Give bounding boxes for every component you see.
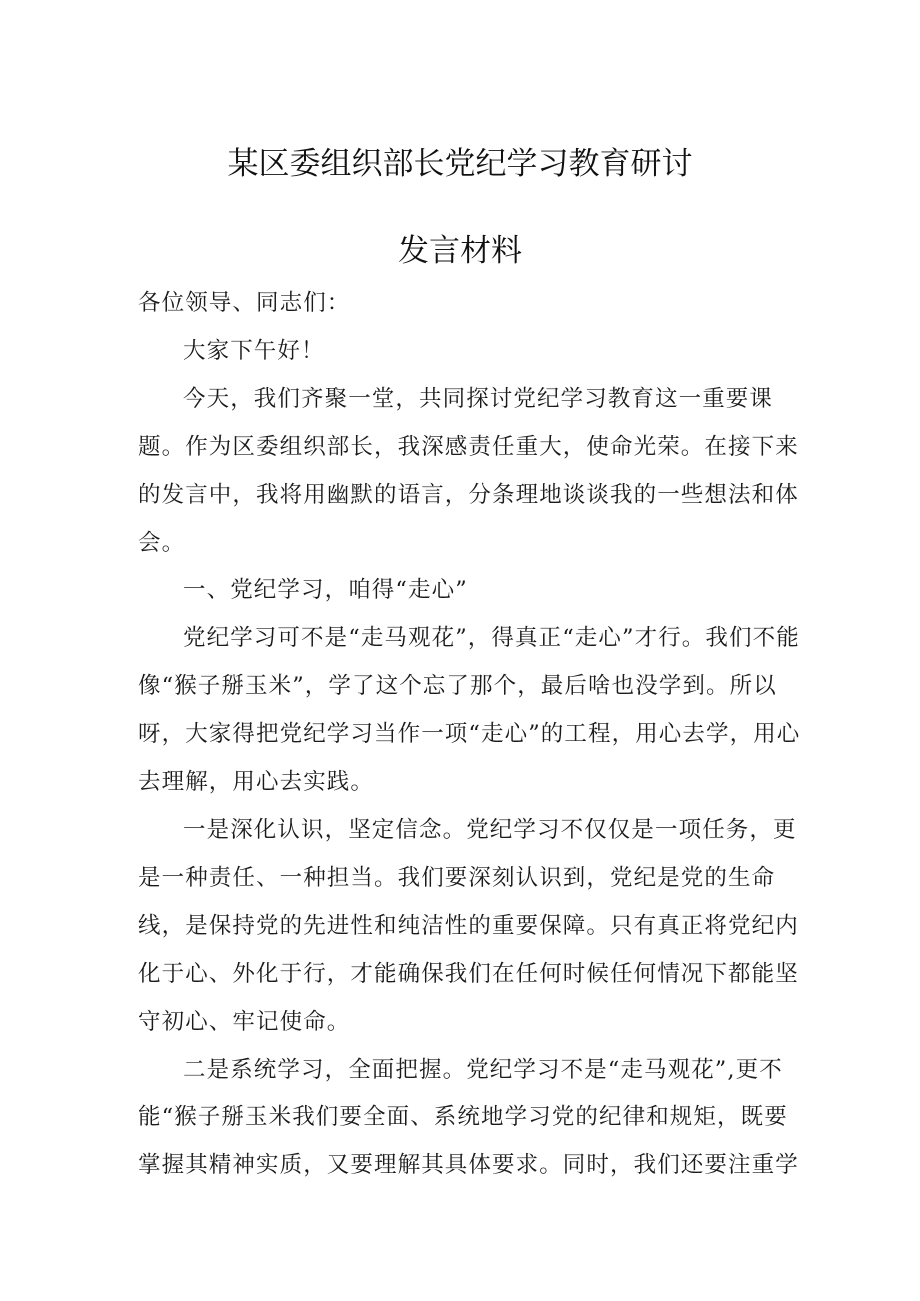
document-title-line-2: 发言材料 — [398, 233, 522, 269]
document-body — [138, 280, 810, 1190]
paragraph-point-1: 一是深化认识，坚定信念。党纪学习不仅仅是一项任务，更是一种责任、一种担当。我们要深刻认识到，党纪是党的生命线，是保持党的先进性和纯洁性的重要保障。只有真正将党纪内化于心、外化于行，才能确保我们在任何时候任何情况下都能坚守初心、牢记使命。 — [138, 816, 799, 1035]
greeting: 大家下午好！ — [183, 337, 325, 364]
document-title-line-1: 某区委组织部长党纪学习教育研讨 — [227, 146, 693, 182]
salutation: 各位领导、同志们： — [138, 290, 351, 316]
paragraph-section-1: 党纪学习可不是“走马观花”，得真正“走心”才行。我们不能像“猴子掰玉米”，学了这个忘了那个，最后啥也没学到。所以呀，大家得把党纪学习当作一项“走心”的工程，用心去学，用心去理解，用心去实践。 — [138, 625, 801, 796]
paragraph-point-2: 二是系统学习，全面把握。党纪学习不是“走马观花”,更不能“猴子掰玉米我们要全面、系统地学习党的纪律和规矩，既要掌握其精神实质，又要理解其具体要求。同时，我们还要注重学 — [138, 1056, 799, 1179]
paragraph-intro: 今天，我们齐聚一堂，共同探讨党纪学习教育这一重要课题。作为区委组织部长，我深感责任重大，使命光荣。在接下来的发言中，我将用幽默的语言，分条理地谈谈我的一些想法和体会。 — [138, 385, 799, 556]
section-heading-1: 一、党纪学习，咱得“走心” — [183, 577, 468, 604]
